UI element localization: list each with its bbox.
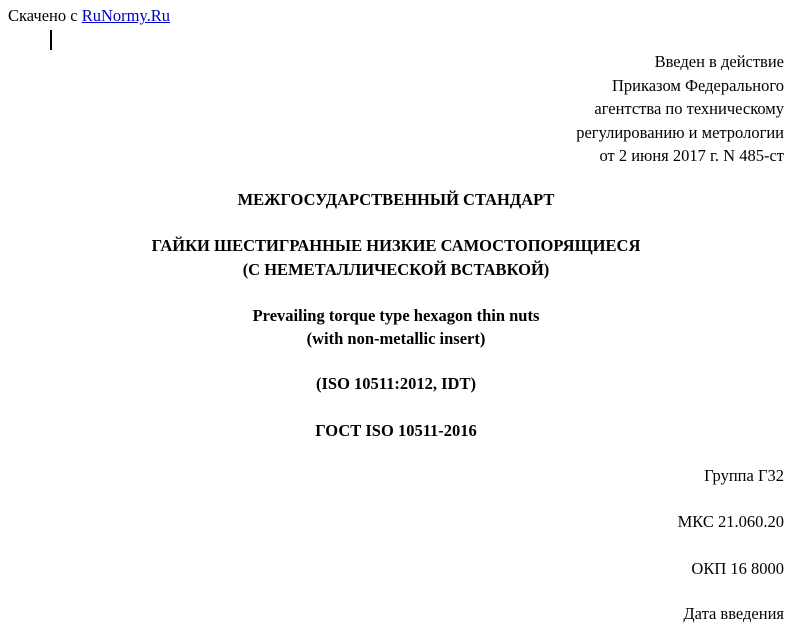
adoption-line: агентства по техническому <box>594 99 784 118</box>
title-en-line: Prevailing torque type hexagon thin nuts <box>252 306 540 325</box>
title-ru-line: ГАЙКИ ШЕСТИГРАННЫЕ НИЗКИЕ САМОСТОПОРЯЩИЕСЯ <box>151 236 641 255</box>
title-en-line: (with non-metallic insert) <box>306 329 486 348</box>
adoption-note <box>576 50 784 168</box>
standard-designation: ГОСТ ISO 10511-2016 <box>315 421 477 440</box>
adoption-line: от 2 июня 2017 г. N 485-ст <box>599 146 784 165</box>
text-cursor <box>50 30 52 50</box>
standard-title-en <box>0 304 792 350</box>
standard-title-ru <box>0 234 792 282</box>
adoption-line: регулированию и метрологии <box>576 122 784 142</box>
title-ru-line: (С НЕМЕТАЛЛИЧЕСКОЙ ВСТАВКОЙ) <box>242 260 550 279</box>
source-prefix: Скачено с <box>8 6 78 25</box>
adoption-line: Введен в действие <box>654 52 784 71</box>
mks-code: МКС 21.060.20 <box>677 512 784 531</box>
standard-kind: МЕЖГОСУДАРСТВЕННЫЙ СТАНДАРТ <box>237 190 555 209</box>
source-line <box>8 5 170 27</box>
group-code: Группа Г32 <box>704 466 784 485</box>
intro-date-label: Дата введения <box>683 604 784 623</box>
source-link[interactable]: RuNormy.Ru <box>81 6 171 25</box>
okp-code: ОКП 16 8000 <box>691 559 784 578</box>
adoption-line: Приказом Федерального <box>611 75 784 95</box>
iso-reference: (ISO 10511:2012, IDT) <box>316 374 476 393</box>
